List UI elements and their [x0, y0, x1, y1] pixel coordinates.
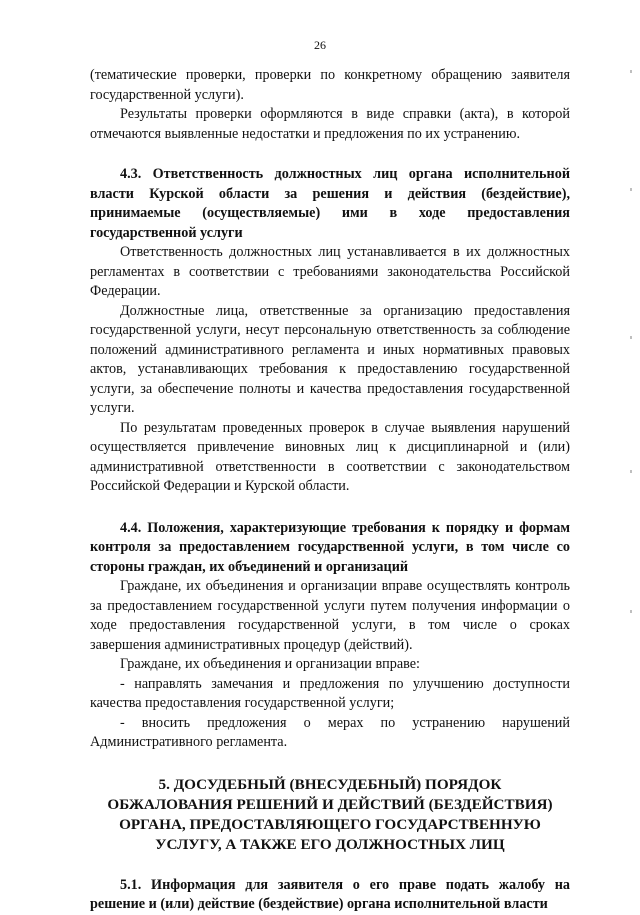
paragraph: Ответственность должностных лиц устанавливается в их должностных регламентах в соответствии с требованиями законодательства Российской Федерации.	[90, 244, 570, 299]
paragraph: По результатам проведенных проверок в случае выявления нарушений осуществляется привлечение виновных лиц к дисциплинарной и (или) административной ответственности в соответствии с законодательством Российской Федерации и Курской области.	[90, 419, 570, 494]
chapter-title	[90, 775, 570, 855]
chapter-title-line: ОБЖАЛОВАНИЯ РЕШЕНИЙ И ДЕЙСТВИЙ (БЕЗДЕЙСТВИЯ)	[107, 795, 553, 813]
document-body	[90, 66, 570, 915]
list-item: - направлять замечания и предложения по улучшению доступности качества предоставления государственной услуги;	[90, 675, 570, 711]
chapter-title-line: 5. ДОСУДЕБНЫЙ (ВНЕСУДЕБНЫЙ) ПОРЯДОК	[158, 775, 502, 793]
paragraph: Граждане, их объединения и организации вправе осуществлять контроль за предоставлением государственной услуги путем получения информации о ходе предоставления государственной услуги, в том числе о сроках завершения административных процедур (действий).	[90, 578, 570, 653]
page-number: 26	[314, 38, 326, 52]
section-heading-4-4: 4.4. Положения, характеризующие требования к порядку и формам контроля за предоставлением государственной услуги, в том числе со стороны граждан, их объединений и организаций	[90, 519, 570, 575]
paragraph: Результаты проверки оформляются в виде справки (акта), в которой отмечаются выявленные недостатки и предложения по их устранению.	[90, 106, 570, 142]
list-item: - вносить предложения о мерах по устранению нарушений Административного регламента.	[90, 714, 570, 750]
scan-edge-mark	[630, 188, 632, 191]
chapter-title-line: УСЛУГУ, А ТАКЖЕ ЕГО ДОЛЖНОСТНЫХ ЛИЦ	[155, 835, 505, 853]
paragraph: Должностные лица, ответственные за организацию предоставления государственной услуги, несут персональную ответственность за соблюдение положений административного регламента и иных нормативных правовых актов, устанавливающих требования к предоставлению государственной услуги, за обеспечение полноты и качества предоставления государственной услуги.	[90, 302, 570, 416]
section-heading-4-3: 4.3. Ответственность должностных лиц органа исполнительной власти Курской области за решения и действия (бездействие), принимаемые (осуществляемые) ими в ходе предоставления государственной услуги	[90, 166, 570, 241]
scan-edge-mark	[630, 70, 632, 73]
scan-edge-mark	[630, 610, 632, 613]
scan-edge-mark	[630, 470, 632, 473]
scan-edge-mark	[630, 336, 632, 339]
paragraph: Граждане, их объединения и организации вправе:	[120, 656, 420, 672]
section-heading-5-1: 5.1. Информация для заявителя о его праве подать жалобу на решение и (или) действие (бездействие) органа исполнительной власти	[90, 876, 570, 912]
chapter-title-line: ОРГАНА, ПРЕДОСТАВЛЯЮЩЕГО ГОСУДАРСТВЕННУЮ	[119, 815, 541, 833]
paragraph: (тематические проверки, проверки по конкретному обращению заявителя государственной услуги).	[90, 67, 570, 103]
